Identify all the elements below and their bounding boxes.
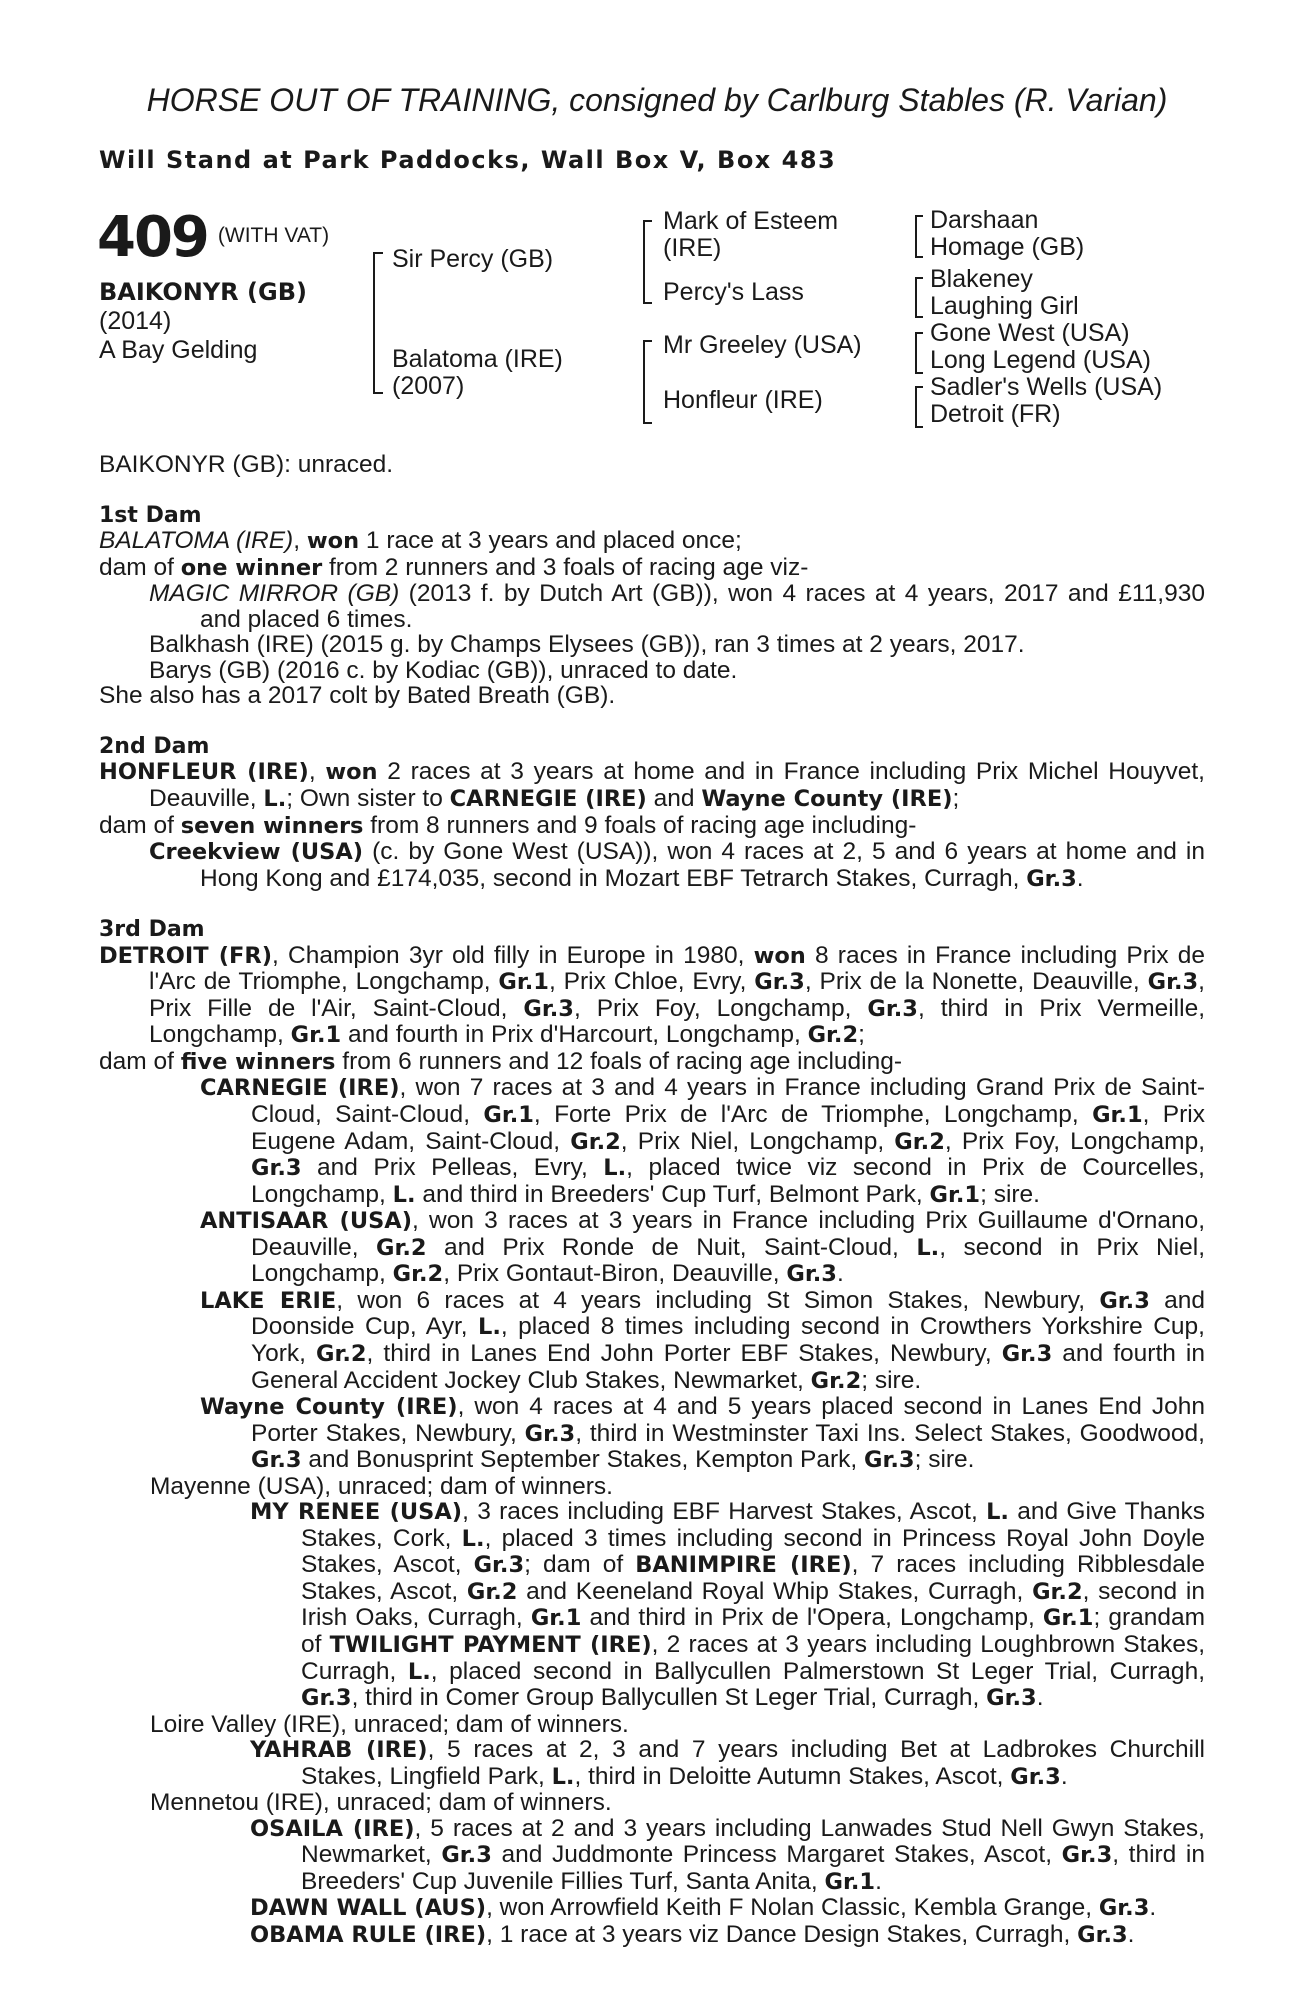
second-dam-produce-summary: dam of seven winners from 8 runners and 9 foals of racing age including- — [99, 811, 917, 839]
horse-info — [99, 278, 307, 365]
produce-entry: OBAMA RULE (IRE), 1 race at 3 years viz Dance Design Stakes, Curragh, Gr.3. — [250, 1920, 1135, 1948]
race-summary: BAIKONYR (GB): unraced. — [99, 451, 394, 478]
produce-entry: CARNEGIE (IRE), won 7 races at 3 and 4 years in France including Grand Prix de Saint-Cloud, Saint-Cloud, Gr.1, Forte Prix de l'Arc de Triomphe, Longchamp, Gr.1, Prix Eugene Adam, Saint-Cloud, Gr.2, Prix Niel, Longchamp, Gr.2, Prix Foy, Longchamp, Gr.3 and Prix Pelleas, Evry, L., placed twice viz second in Prix de Courcelles, Longchamp, L. and third in Breeders' Cup Turf, Belmont Park, Gr.1; sire. — [200, 1074, 1206, 1208]
pedigree-sd-dam: Laughing Girl — [930, 292, 1079, 320]
lot-number-block — [97, 205, 329, 270]
produce-note: She also has a 2017 colt by Bated Breath (GB). — [99, 682, 616, 710]
pedigree-bracket — [915, 332, 923, 374]
first-dam-record: BALATOMA (IRE), won 1 race at 3 years and placed once; — [99, 527, 742, 555]
pedigree-bracket — [915, 215, 923, 258]
produce-entry: Barys (GB) (2016 c. by Kodiac (GB)), unraced to date. — [149, 656, 738, 684]
pedigree-sire-dam: Percy's Lass — [663, 278, 804, 306]
produce-entry: DAWN WALL (AUS), won Arrowfield Keith F Nolan Classic, Kembla Grange, Gr.3. — [250, 1894, 1157, 1922]
catalogue-text — [99, 452, 1205, 1949]
pedigree-dam-sire: Mr Greeley (USA) — [663, 331, 862, 359]
third-dam-record: DETROIT (FR), Champion 3yr old filly in Europe in 1980, won 8 races in France including Prix de l'Arc de Triomphe, Longchamp, Gr.1, Prix Chloe, Evry, Gr.3, Prix de la Nonette, Deauville, Gr.3, Prix Fille de l'Air, Saint-Cloud, Gr.3, Prix Foy, Longchamp, Gr.3, third in Prix Vermeille, Longchamp, Gr.1 and fourth in Prix d'Harcourt, Longchamp, Gr.2; — [99, 941, 1205, 1049]
pedigree-bracket — [643, 220, 652, 304]
lot-number: 409 — [97, 205, 208, 270]
produce-entry: MY RENEE (USA), 3 races including EBF Harvest Stakes, Ascot, L. and Give Thanks Stakes, Cork, L., placed 3 times including second in Princess Royal John Doyle Stakes, Ascot, Gr.3; dam of BANIMPIRE (IRE), 7 races including Ribblesdale Stakes, Ascot, Gr.2 and Keeneland Royal Whip Stakes, Curragh, Gr.2, second in Irish Oaks, Curragh, Gr.1 and third in Prix de l'Opera, Longchamp, Gr.1; grandam of TWILIGHT PAYMENT (IRE), 2 races at 3 years including Loughbrown Stakes, Curragh, L., placed second in Ballycullen Palmerstown St Leger Trial, Curragh, Gr.3, third in Comer Group Ballycullen St Leger Trial, Curragh, Gr.3. — [250, 1498, 1206, 1712]
produce-entry: Wayne County (IRE), won 4 races at 4 and 5 years placed second in Lanes End John Porter Stakes, Newbury, Gr.3, third in Westminster Taxi Ins. Select Stakes, Goodwood, Gr.3 and Bonusprint September Stakes, Kempton Park, Gr.3; sire. — [200, 1393, 1205, 1474]
pedigree-ss-dam: Homage (GB) — [930, 233, 1085, 261]
produce-entry: LAKE ERIE, won 6 races at 4 years including St Simon Stakes, Newbury, Gr.3 and Doonside Cup, Ayr, L., placed 8 times including second in Crowthers Yorkshire Cup, York, Gr.2, third in Lanes End John Porter EBF Stakes, Newbury, Gr.3 and fourth in General Accident Jockey Club Stakes, Newmarket, Gr.2; sire. — [200, 1286, 1206, 1394]
pedigree-ss-sire: Darshaan — [930, 206, 1039, 234]
pedigree-sd-sire: Blakeney — [930, 265, 1033, 293]
first-dam-heading: 1st Dam — [99, 502, 202, 528]
pedigree-dd-dam: Detroit (FR) — [930, 400, 1061, 428]
pedigree-bracket — [643, 340, 652, 424]
produce-entry: YAHRAB (IRE), 5 races at 2, 3 and 7 years including Bet at Ladbrokes Churchill Stakes, Lingfield Park, L., third in Deloitte Autumn Stakes, Ascot, Gr.3. — [250, 1736, 1205, 1790]
produce-entry: MAGIC MIRROR (GB) (2013 f. by Dutch Art (GB)), won 4 races at 4 years, 2017 and £11,930 and placed 6 times. — [149, 580, 1205, 633]
produce-entry: ANTISAAR (USA), won 3 races at 3 years in France including Prix Guillaume d'Ornano, Deauville, Gr.2 and Prix Ronde de Nuit, Saint-Cloud, L., second in Prix Niel, Longchamp, Gr.2, Prix Gontaut-Biron, Deauville, Gr.3. — [200, 1207, 1206, 1288]
pedigree-ds-dam: Long Legend (USA) — [930, 346, 1151, 374]
pedigree-ds-sire: Gone West (USA) — [930, 319, 1130, 347]
stand-location: Will Stand at Park Paddocks, Wall Box V, Box 483 — [99, 146, 837, 174]
horse-description: A Bay Gelding — [99, 336, 258, 364]
produce-entry: Mayenne (USA), unraced; dam of winners. — [150, 1472, 613, 1500]
third-dam-produce-summary: dam of five winners from 6 runners and 12 foals of racing age including- — [99, 1047, 903, 1075]
horse-name: BAIKONYR (GB) — [99, 278, 307, 306]
second-dam-heading: 2nd Dam — [99, 733, 210, 759]
third-dam-heading: 3rd Dam — [99, 917, 205, 943]
pedigree-bracket — [915, 386, 923, 428]
produce-entry: Creekview (USA) (c. by Gone West (USA)), won 4 races at 2, 5 and 6 years at home and in Hong Kong and £174,035, second in Mozart EBF Tetrarch Stakes, Curragh, Gr.3. — [149, 838, 1205, 892]
first-dam-produce-summary: dam of one winner from 2 runners and 3 foals of racing age viz- — [99, 553, 809, 581]
pedigree-dam-dam: Honfleur (IRE) — [663, 386, 823, 414]
vat-label: (WITH VAT) — [217, 224, 330, 247]
pedigree-bracket — [915, 277, 923, 318]
produce-entry: Mennetou (IRE), unraced; dam of winners. — [150, 1789, 612, 1817]
second-dam-record: HONFLEUR (IRE), won 2 races at 3 years at home and in France including Prix Michel Houyvet, Deauville, L.; Own sister to CARNEGIE (IRE) and Wayne County (IRE); — [99, 758, 1205, 813]
page-title: HORSE OUT OF TRAINING, consigned by Carlburg Stables (R. Varian) — [146, 82, 1168, 118]
pedigree-sire: Sir Percy (GB) — [392, 245, 554, 273]
pedigree-bracket — [373, 252, 383, 394]
pedigree-sire-sire: Mark of Esteem (IRE) — [663, 207, 839, 262]
produce-entry: Loire Valley (IRE), unraced; dam of winners. — [150, 1710, 629, 1738]
produce-entry: OSAILA (IRE), 5 races at 2 and 3 years including Lanwades Stud Nell Gwyn Stakes, Newmarket, Gr.3 and Juddmonte Princess Margaret Stakes, Ascot, Gr.3, third in Breeders' Cup Juvenile Fillies Turf, Santa Anita, Gr.1. — [250, 1814, 1205, 1895]
pedigree-dd-sire: Sadler's Wells (USA) — [930, 373, 1163, 401]
pedigree-dam: Balatoma (IRE) (2007) — [392, 345, 563, 400]
produce-entry: Balkhash (IRE) (2015 g. by Champs Elysees (GB)), ran 3 times at 2 years, 2017. — [149, 631, 1025, 659]
horse-year: (2014) — [99, 307, 172, 335]
